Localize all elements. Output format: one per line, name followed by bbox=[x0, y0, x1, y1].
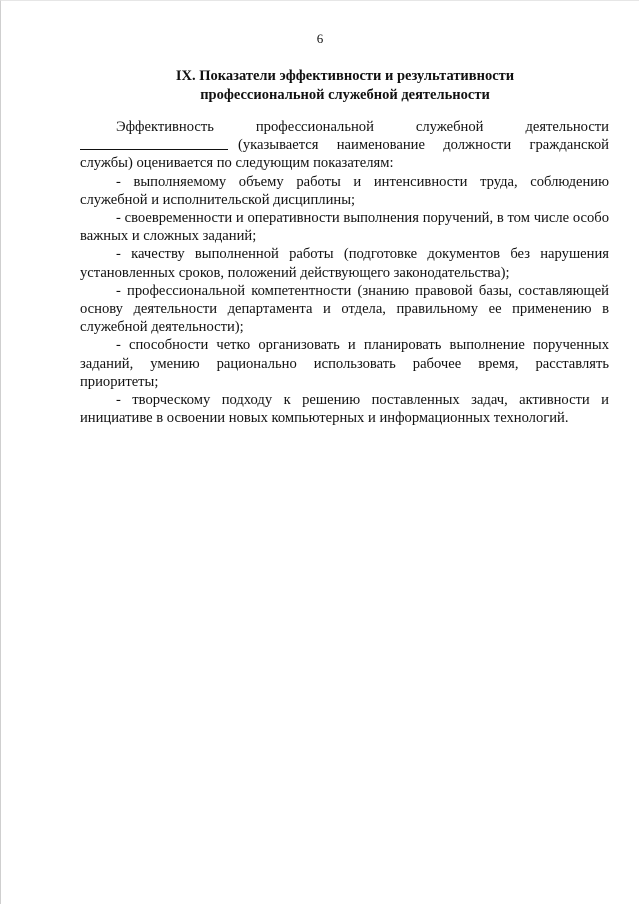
indicator-item: - своевременности и оперативности выполнения поручений, в том числе особо важных и сложных заданий; bbox=[80, 210, 609, 245]
intro-second-line bbox=[80, 136, 609, 154]
intro-word: профессиональной bbox=[255, 119, 374, 135]
intro-word: служебной bbox=[415, 119, 484, 135]
page-number: 6 bbox=[316, 31, 324, 46]
indicator-item: - творческому подходу к решению поставленных задач, активности и инициативе в освоении новых компьютерных и информационных технологий. bbox=[80, 392, 609, 427]
indicator-item: - профессиональной компетентности (знанию правовой базы, составляющей основу деятельности департамента и отдела, правильному ее применению в служебной деятельности); bbox=[80, 282, 609, 336]
document-body bbox=[80, 118, 609, 427]
section-heading-line-1: IX. Показатели эффективности и результативности bbox=[175, 68, 515, 84]
indicator-item: - выполняемому объему работы и интенсивности труда, соблюдению служебной и исполнительской дисциплины; bbox=[80, 173, 609, 208]
indicator-item: - способности четко организовать и планировать выполнение порученных заданий, умению рационально использовать рабочее время, расставлять приоритеты; bbox=[80, 337, 609, 390]
intro-position-note: (указывается наименование должности гражданской bbox=[238, 137, 609, 154]
section-heading bbox=[80, 67, 610, 105]
indicator-item: - качеству выполненной работы (подготовке документов без нарушения установленных сроков, положений действующего законодательства); bbox=[80, 246, 609, 281]
blank-fill-line bbox=[80, 136, 228, 150]
intro-word: Эффективность bbox=[116, 119, 214, 135]
intro-third-line: службы) оценивается по следующим показателям: bbox=[80, 155, 394, 172]
intro-first-line bbox=[80, 118, 609, 136]
intro-word: деятельности bbox=[525, 119, 609, 135]
section-heading-line-2: профессиональной служебной деятельности bbox=[200, 87, 490, 103]
